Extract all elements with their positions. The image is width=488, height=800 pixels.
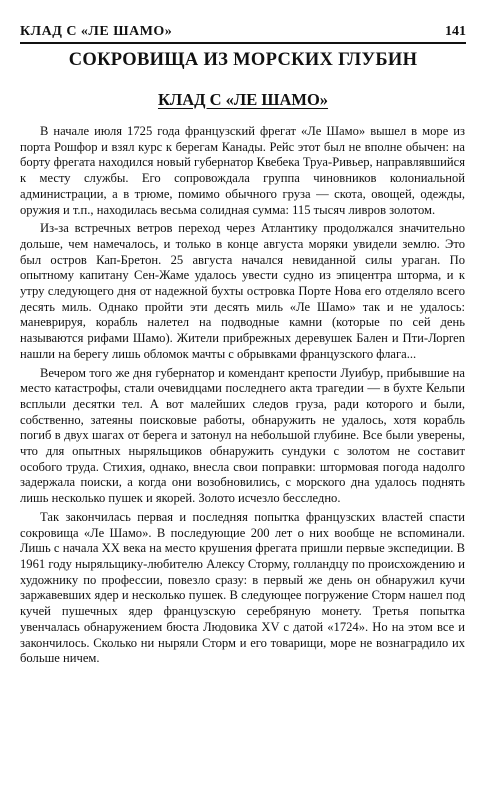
chapter-title: СОКРОВИЩА ИЗ МОРСКИХ ГЛУБИН [68, 50, 418, 70]
body-text [20, 124, 465, 794]
paragraph: Из-за встречных ветров переход через Атлантику продолжался значительно дольше, чем намечалось, и только в конце августа моряки увидели землю. Это был остров Кап-Бретон. 25 августа начался невиданной силы ураган. По опытному капитану Сен-Жаме удалось увести судно из эпицентра шторма, и к утру следующего дня от надежной бухты островка Порте Нова его отделяло всего десять миль. Однако пройти эти десять миль «Ле Шамо» так и не удалось: маневрируя, корабль налетел на подводные камни (которые по сей день называются рифами Шамо). Жители прибрежных деревушек Бален и Пти-Лорren нашли на берегу лишь обломок мачты с обрывками французского флага... [20, 221, 465, 361]
page-number: 141 [445, 24, 466, 39]
section-title: КЛАД С «ЛЕ ШАМО» [157, 90, 329, 109]
paragraph: Вечером того же дня губернатор и комендант крепости Луибур, прибывшие на место катастрофы, стали очевидцами последнего акта трагедии — в бухте Кельпи всплыли десятки тел. А вот малейших следов груза, ради которого и были, собственно, затеяны поисковые работы, обнаружить не удалось, хотя корабль погиб в двух шагах от берега и затонул на небольшой глубине. Все были уверены, что для опытных ныряльщиков обнаружить сундуки с золотом не составит особого труда. Стихия, однако, внесла свои поправки: штормовая погода надолго задержала поиски, а когда они возобновились, с морского дна удалось поднять лишь несколько пушек и якорей. Золото исчезло бесследно. [20, 365, 465, 506]
running-header [20, 12, 466, 44]
paragraph: В начале июля 1725 года французский фрегат «Ле Шамо» вышел в море из порта Рошфор и взял курс к берегам Канады. Рейс этот был не вполне обычен: на борту фрегата находился новый губернатор Квебека Труа-Ривьер, направлявшийся к месту службы. Его сопровождала группа чиновников колониальной администрации, а в трюме, помимо обычного груза — скота, овощей, одежды, оружия и т.п., находилась весьма солидная сумма: 115 тысяч ливров золотом. [20, 124, 465, 217]
paragraph: Так закончилась первая и последняя попытка французских властей спасти сокровища «Ле Шамо». В последующие 200 лет о них вообще не вспоминали. Лишь с начала XX века на место крушения фрегата пришли первые экспедиции. В 1961 году ныряльщику-любителю Алексу Сторму, голландцу по происхождению и художнику по профессии, повезло сразу: в первый же день он обнаружил кучи заржавевших ядер и несколько пушек. В следующее погружение Сторм нашел под кучей пушечных ядер французскую серебряную монету. Третья попытка увенчалась обнаружением бюста Людовика XV с датой «1724». Но на этом все и закончилось. Сколько ни ныряли Сторм и его товарищи, море не вознаградило их больше ничем. [20, 509, 465, 666]
running-title: КЛАД С «ЛЕ ШАМО» [20, 24, 173, 39]
